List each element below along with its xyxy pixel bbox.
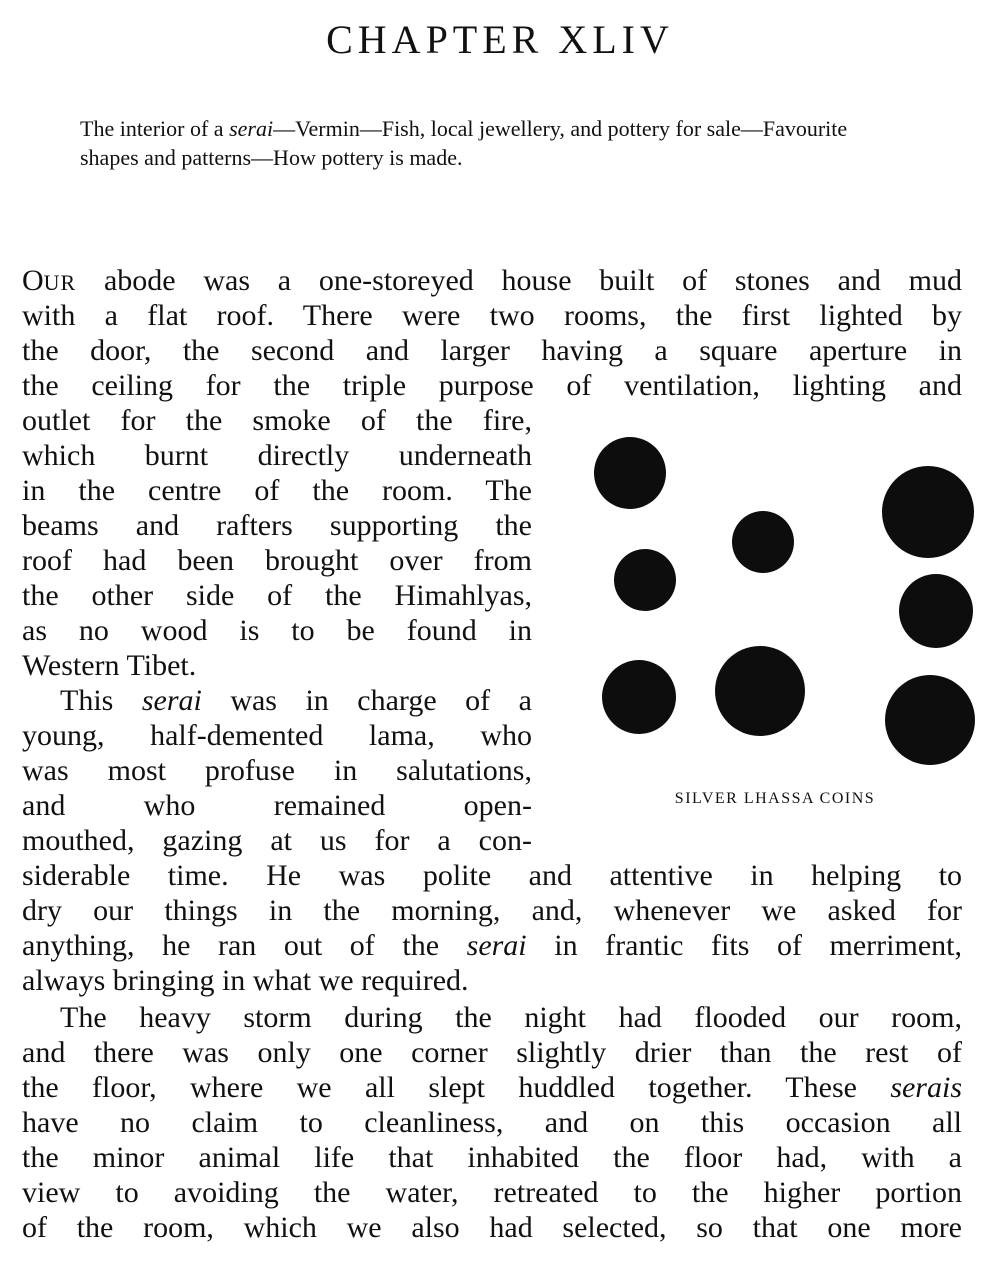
text-line: dry our things in the morning, and, whenever we asked for [22, 894, 962, 927]
italic-serai: serai [466, 929, 527, 962]
text-line: with a flat roof. There were two rooms, the first lighted by [22, 299, 962, 332]
italic-serai: serai [141, 684, 202, 717]
drop-cap: O [22, 264, 44, 297]
coin [732, 511, 794, 573]
text-line: of the room, which we also had selected, so that one more [22, 1211, 962, 1244]
coin [885, 675, 975, 765]
chapter-synopsis: The interior of a serai—Vermin—Fish, local jewellery, and pottery for sale—Favourite shapes and patterns—How pottery is made. [80, 116, 848, 170]
coin [882, 466, 974, 558]
text-line: as no wood is to be found in [22, 614, 532, 647]
text-line: and there was only one corner slightly drier than the rest of [22, 1036, 962, 1069]
coin [602, 660, 676, 734]
text-line: in the centre of the room. The [22, 474, 532, 507]
coins-illustration [575, 425, 995, 825]
text-line: beams and rafters supporting the [22, 509, 532, 542]
text-line: view to avoiding the water, retreated to the higher portion [22, 1176, 962, 1209]
coin [614, 549, 676, 611]
text-line: outlet for the smoke of the fire, [22, 404, 532, 437]
coins-svg [575, 425, 995, 825]
coin [715, 646, 805, 736]
small-caps: UR [43, 270, 77, 295]
italic-serais: serais [890, 1071, 962, 1104]
text-line: mouthed, gazing at us for a con- [22, 824, 532, 857]
text-line: the ceiling for the triple purpose of ventilation, lighting and [22, 369, 962, 402]
figure-caption: SILVER LHASSA COINS [674, 790, 876, 807]
text-line: This serai was in charge of a [60, 684, 532, 717]
text-line: the door, the second and larger having a square aperture in [22, 334, 962, 367]
coin [899, 574, 973, 648]
text-line: anything, he ran out of the serai in frantic fits of merriment, [22, 929, 962, 962]
text-line: OUR abode was a one-storeyed house built of stones and mud [22, 264, 962, 297]
text-line: always bringing in what we required. [22, 964, 469, 997]
text-line: the minor animal life that inhabited the floor had, with a [22, 1141, 962, 1174]
text-line: siderable time. He was polite and attentive in helping to [22, 859, 962, 892]
chapter-title: CHAPTER XLIV [326, 17, 674, 62]
text-line: have no claim to cleanliness, and on this occasion all [22, 1106, 962, 1139]
text-line: the other side of the Himahlyas, [22, 579, 532, 612]
synopsis-italic-serai: serai [229, 116, 274, 141]
text-line: Western Tibet. [22, 649, 197, 682]
coin [594, 437, 666, 509]
text-line: was most profuse in salutations, [22, 754, 532, 787]
text-line: and who remained open- [22, 789, 532, 822]
text-line: the floor, where we all slept huddled together. These serais [22, 1071, 962, 1104]
text-line: roof had been brought over from [22, 544, 532, 577]
text-line: young, half-demented lama, who [22, 719, 532, 752]
text-line: which burnt directly underneath [22, 439, 532, 472]
text-line: The heavy storm during the night had flooded our room, [60, 1001, 962, 1034]
